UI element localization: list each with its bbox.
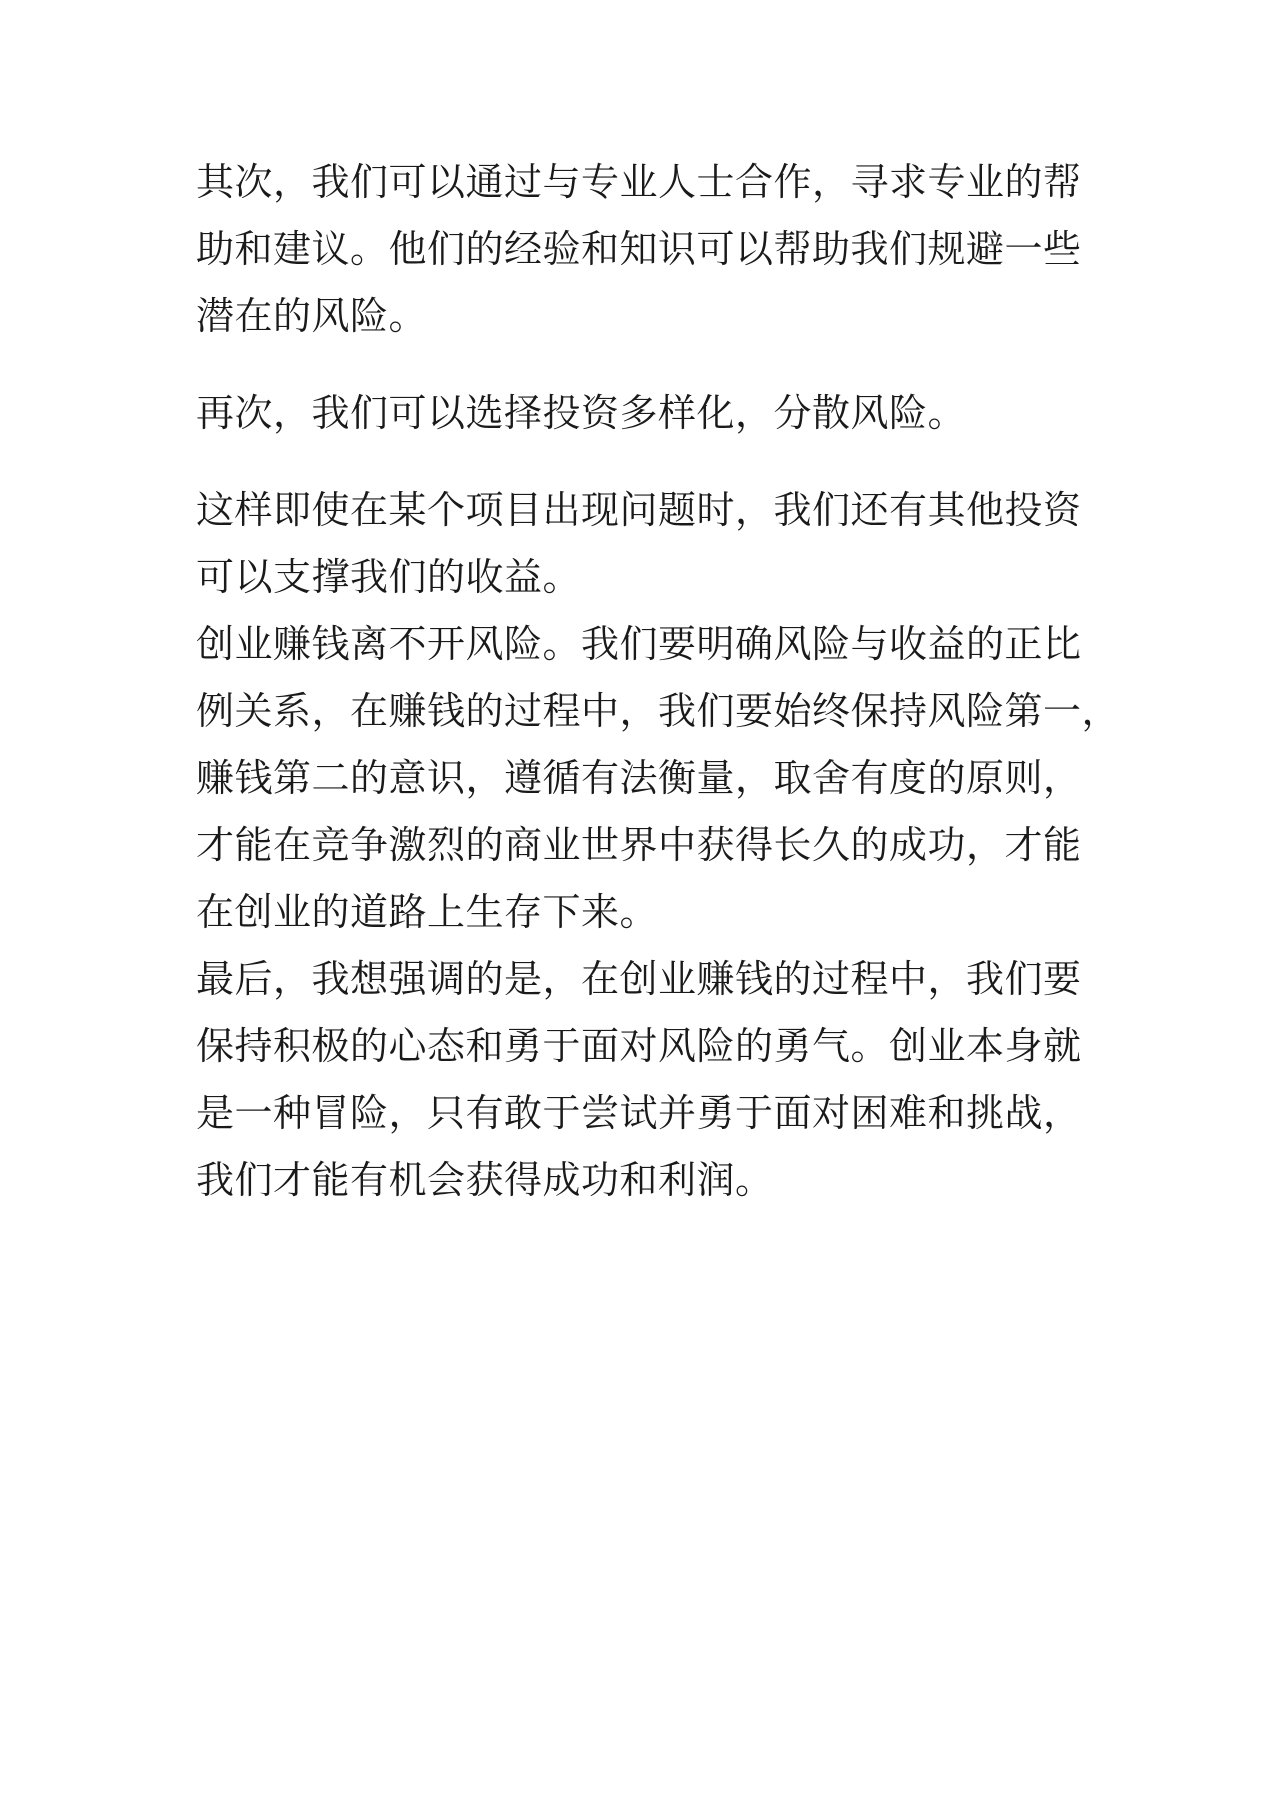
text-line: 才能在竞争激烈的商业世界中获得长久的成功，才能 xyxy=(196,823,1082,867)
paragraph-other-investments xyxy=(196,488,1086,622)
text-line: 赚钱第二的意识，遵循有法衡量，取舍有度的原则， xyxy=(196,756,1082,800)
text-line: 再次，我们可以选择投资多样化，分散风险。 xyxy=(196,391,967,435)
text-line: 我们才能有机会获得成功和利润。 xyxy=(196,1158,774,1202)
paragraph-risk-principle xyxy=(196,622,1121,957)
paragraph-conclusion xyxy=(196,957,1086,1225)
text-line: 潜在的风险。 xyxy=(196,294,428,338)
text-line: 是一种冒险，只有敢于尝试并勇于面对困难和挑战， xyxy=(196,1091,1082,1135)
text-line: 最后，我想强调的是，在创业赚钱的过程中，我们要 xyxy=(196,957,1082,1001)
text-line: 在创业的道路上生存下来。 xyxy=(196,890,659,934)
text-line: 保持积极的心态和勇于面对风险的勇气。创业本身就 xyxy=(196,1024,1082,1068)
text-line: 其次，我们可以通过与专业人士合作，寻求专业的帮 xyxy=(196,160,1082,204)
text-line: 这样即使在某个项目出现问题时，我们还有其他投资 xyxy=(196,488,1082,532)
paragraph-diversification xyxy=(196,391,1086,458)
text-line: 创业赚钱离不开风险。我们要明确风险与收益的正比 xyxy=(196,622,1082,666)
paragraph-expert-help xyxy=(196,160,1086,361)
text-line: 助和建议。他们的经验和知识可以帮助我们规避一些 xyxy=(196,227,1082,271)
text-line: 例关系，在赚钱的过程中，我们要始终保持风险第一， xyxy=(196,689,1121,733)
document-body xyxy=(196,160,1121,1225)
text-line: 可以支撑我们的收益。 xyxy=(196,555,582,599)
